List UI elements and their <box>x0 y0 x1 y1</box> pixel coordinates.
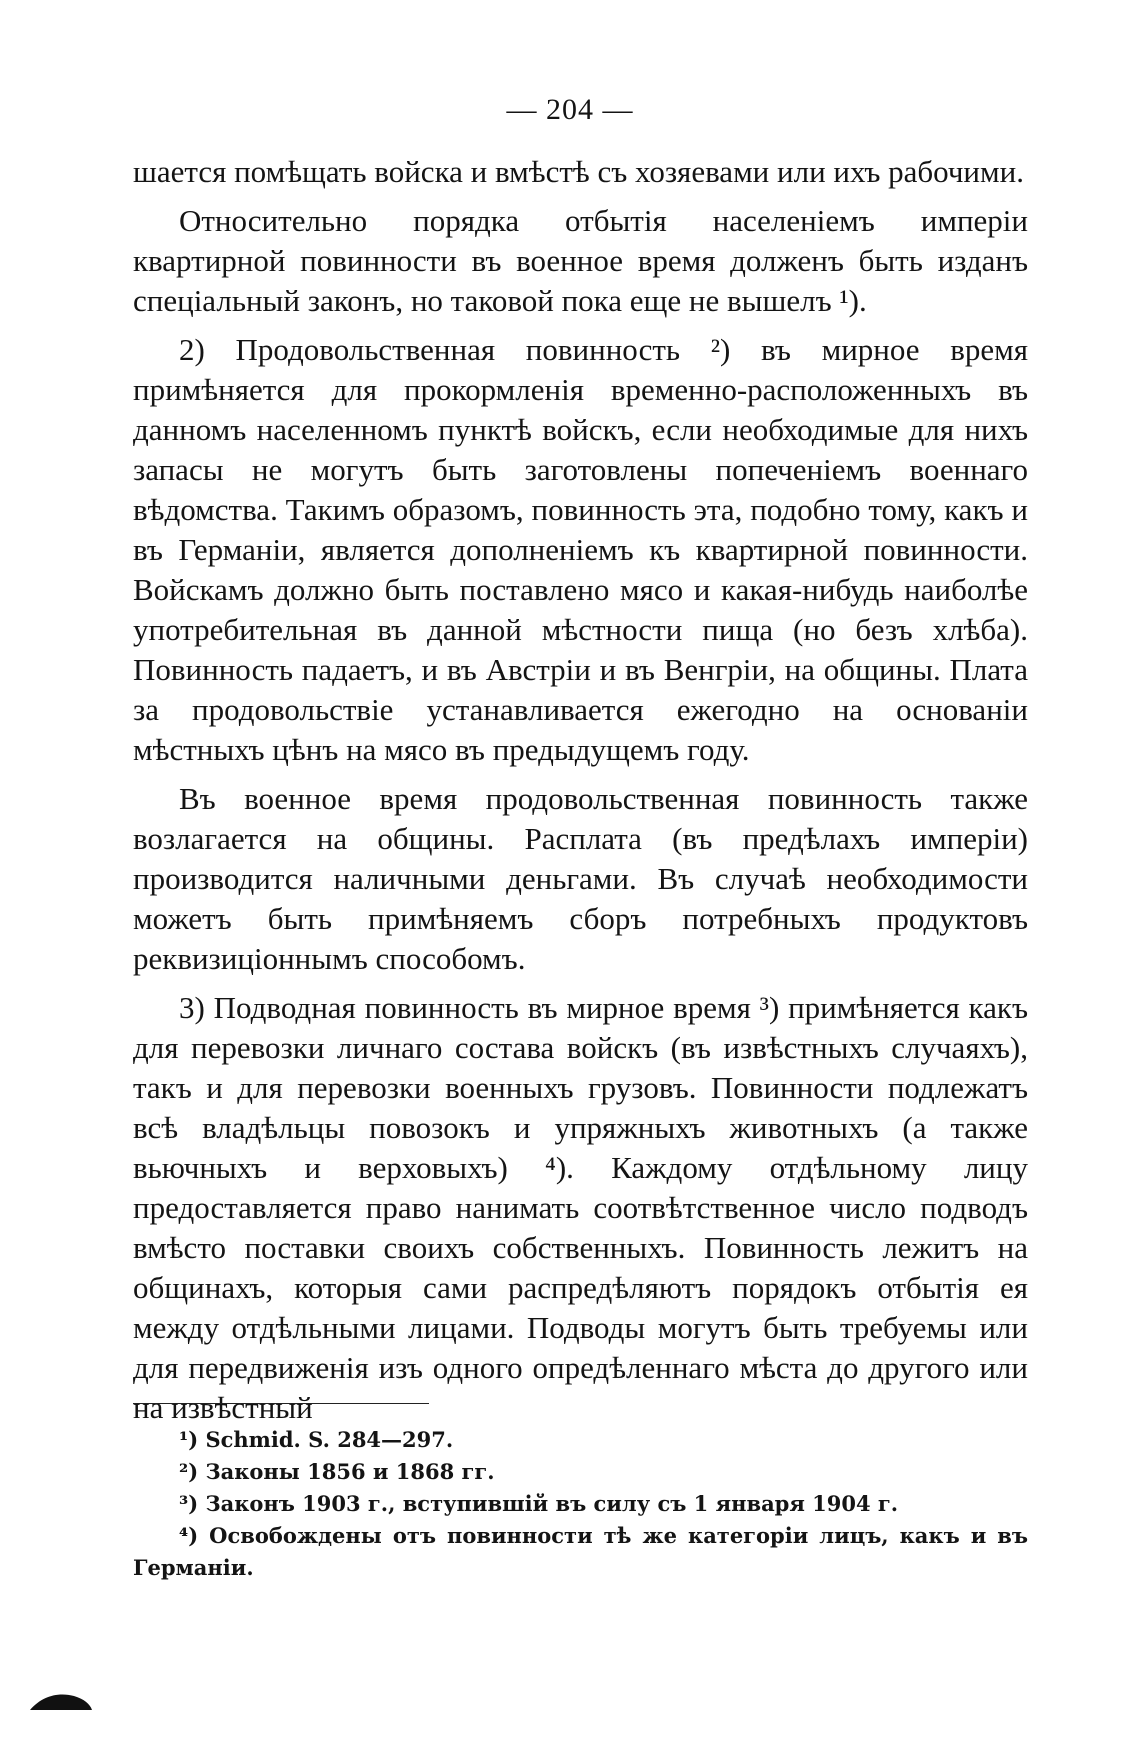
footnote: ⁴) Освобождены отъ повинности тѣ же категоріи лицъ, какъ и въ Германіи. <box>133 1523 1028 1580</box>
ink-smudge-mark <box>28 1690 94 1712</box>
footnote: ²) Законы 1856 и 1868 гг. <box>179 1459 495 1484</box>
footnote-divider <box>133 1403 429 1404</box>
footnote: ¹) Schmid. S. 284—297. <box>179 1427 454 1452</box>
footnote: ³) Законъ 1903 г., вступившій въ силу съ 1 января 1904 г. <box>179 1491 899 1516</box>
main-text <box>133 152 1028 1437</box>
paragraph: 3) Подводная повинность въ мирное время ³) примѣняется какъ для перевозки личнаго состава войскъ (въ извѣстныхъ случаяхъ), такъ и для перевозки военныхъ грузовъ. Повинности подлежатъ всѣ владѣльцы повозокъ и упряжныхъ животныхъ (а также вьючныхъ и верховыхъ) ⁴). Каждому отдѣльному лицу предоставляется право нанимать соотвѣтственное число подводъ вмѣсто поставки своихъ собственныхъ. Повинность лежитъ на общинахъ, которыя сами распредѣляютъ порядокъ отбытія ея между отдѣльными лицами. Подводы могутъ быть требуемы или для передвиженія изъ одного опредѣленнаго мѣста до другого или на извѣстный <box>133 990 1028 1425</box>
paragraph: Относительно порядка отбытія населеніемъ имперіи квартирной повинности въ военное время долженъ быть изданъ спеціальный законъ, но таковой пока еще не вышелъ ¹). <box>133 203 1028 318</box>
paragraph: шается помѣщать войска и вмѣстѣ съ хозяевами или ихъ рабочими. <box>133 154 1024 189</box>
paragraph: 2) Продовольственная повинность ²) въ мирное время примѣняется для прокормленія временно-расположенныхъ въ данномъ населенномъ пунктѣ войскъ, если необходимые для нихъ запасы не могутъ быть заготовлены попеченіемъ военнаго вѣдомства. Такимъ образомъ, повинность эта, подобно тому, какъ и въ Германіи, является дополненіемъ къ квартирной повинности. Войскамъ должно быть поставлено мясо и какая-нибудь наиболѣе употребительная въ данной мѣстности пища (но безъ хлѣба). Повинность падаетъ, и въ Австріи и въ Венгріи, на общины. Плата за продовольствіе устанавливается ежегодно на основаніи мѣстныхъ цѣнъ на мясо въ предыдущемъ году. <box>133 332 1028 767</box>
page-number: — 204 — <box>506 93 634 126</box>
footnotes <box>133 1424 1028 1584</box>
paragraph: Въ военное время продовольственная повинность также возлагается на общины. Расплата (въ предѣлахъ имперіи) производится наличными деньгами. Въ случаѣ необходимости можетъ быть примѣняемъ сборъ потребныхъ продуктовъ реквизиціоннымъ способомъ. <box>133 781 1028 976</box>
